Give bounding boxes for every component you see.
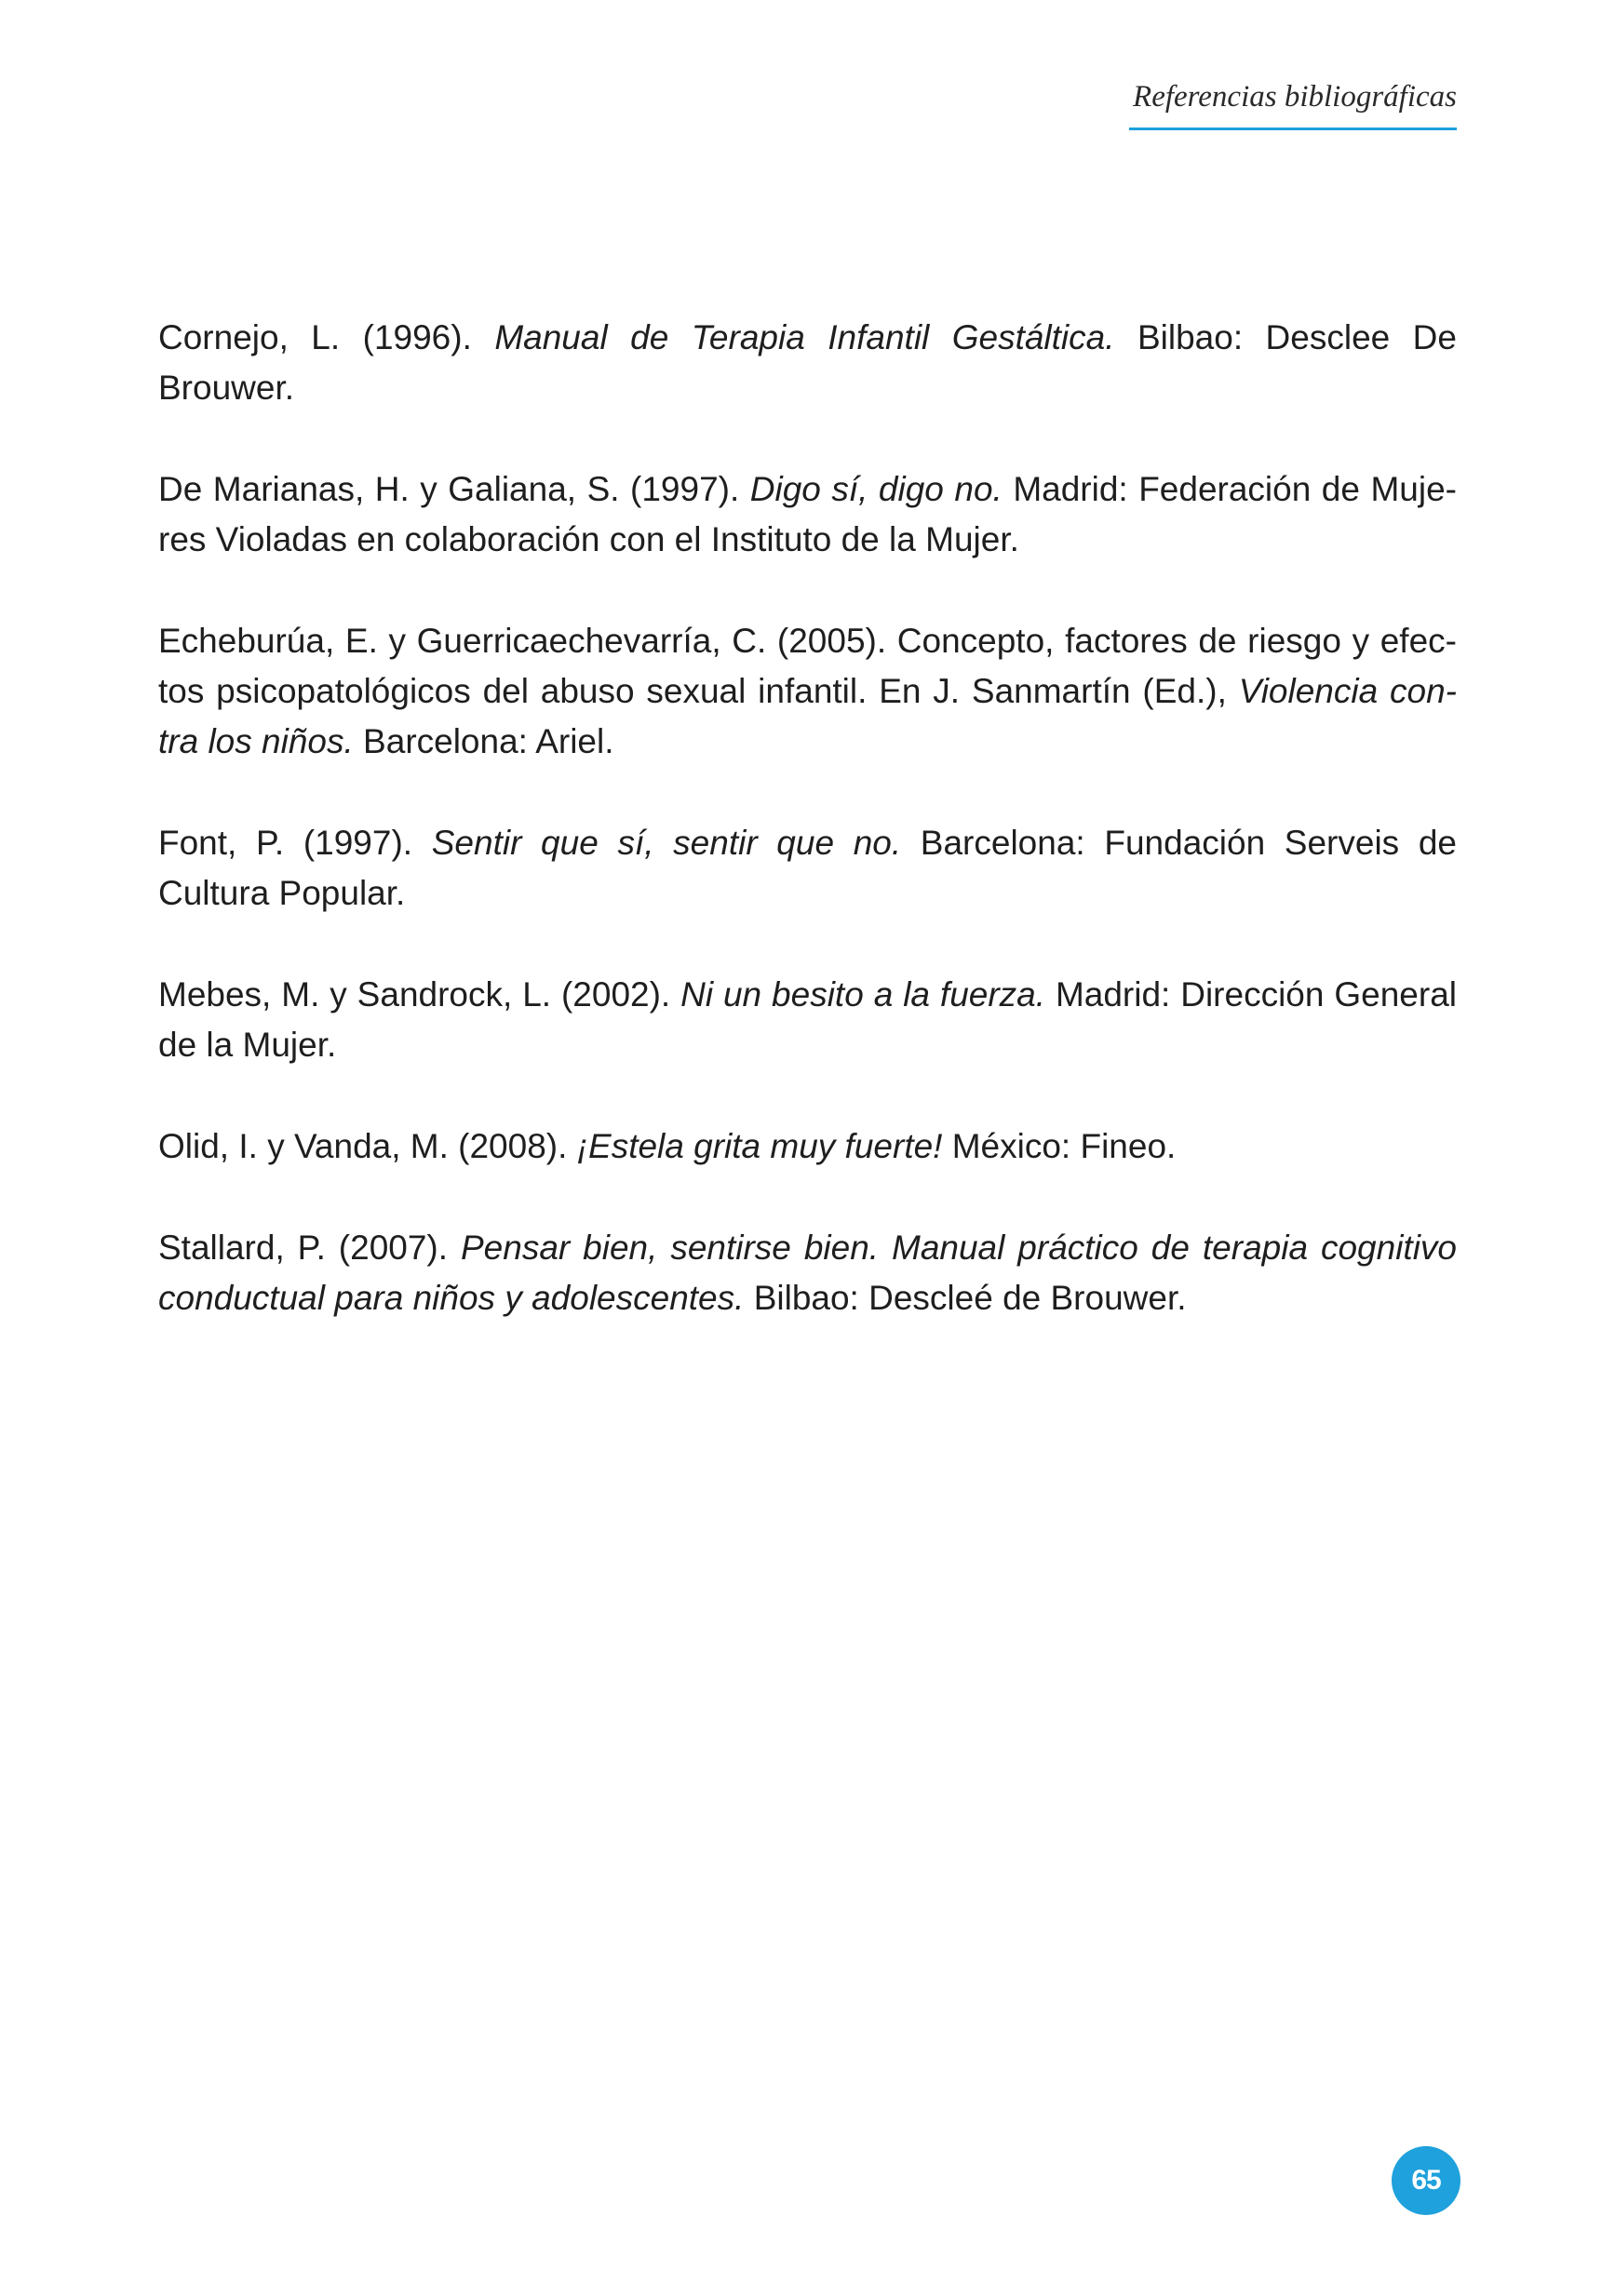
reference-authors: Olid, I. y Vanda, M. (2008). (158, 1127, 577, 1165)
reference-entry (158, 464, 1457, 565)
reference-entry (158, 1223, 1457, 1323)
reference-entry (158, 970, 1457, 1070)
reference-publisher: Madrid: Federación de Mujeres Violadas en colaboración con el Instituto de la Mujer. (158, 470, 1457, 558)
reference-title: Ni un besito a la fuerza. (680, 975, 1046, 1014)
reference-authors: Cornejo, L. (1996). (158, 318, 495, 356)
reference-authors: Mebes, M. y Sandrock, L. (2002). (158, 975, 681, 1014)
reference-publisher: Barcelona: Ariel. (353, 722, 614, 760)
reference-entry (158, 616, 1457, 767)
reference-title: Manual de Terapia Infantil Gestáltica. (494, 318, 1115, 356)
reference-entry (158, 818, 1457, 919)
running-header: Referencias bibliográficas (1129, 80, 1457, 130)
reference-publisher: Bilbao: Desclee De Brouwer. (158, 318, 1457, 407)
reference-title: Sentir que sí, sentir que no. (431, 824, 902, 862)
reference-authors: Stallard, P. (2007). (158, 1229, 461, 1267)
reference-entry (158, 313, 1457, 413)
reference-authors: Font, P. (1997). (158, 824, 432, 862)
reference-authors: De Marianas, H. y Galiana, S. (1997). (158, 470, 750, 508)
reference-authors: Echeburúa, E. y Guerricaechevarría, C. (2005). Concepto, factores de riesgo y efectos psicopatológicos del abuso sexual infantil. En J. Sanmartín (Ed.), (158, 622, 1457, 710)
page-number-badge: 65 (1392, 2146, 1460, 2215)
reference-title: Digo sí, digo no. (749, 470, 1003, 508)
reference-title: Pensar bien, sentirse bien. Manual práctico de terapia cognitivo conductual para niños y adolescentes. (158, 1229, 1457, 1317)
reference-publisher: Madrid: Dirección General de la Mujer. (158, 975, 1458, 1064)
reference-publisher: México: Fineo. (942, 1127, 1177, 1165)
reference-list (158, 313, 1457, 1375)
reference-title: Violencia contra los niños. (158, 672, 1457, 760)
reference-publisher: Bilbao: Descleé de Brouwer. (744, 1279, 1187, 1317)
reference-publisher: Barcelona: Fundación Serveis de Cultura Popular. (158, 824, 1457, 912)
reference-entry (158, 1121, 1457, 1172)
reference-title: ¡Estela grita muy fuerte! (576, 1127, 943, 1165)
